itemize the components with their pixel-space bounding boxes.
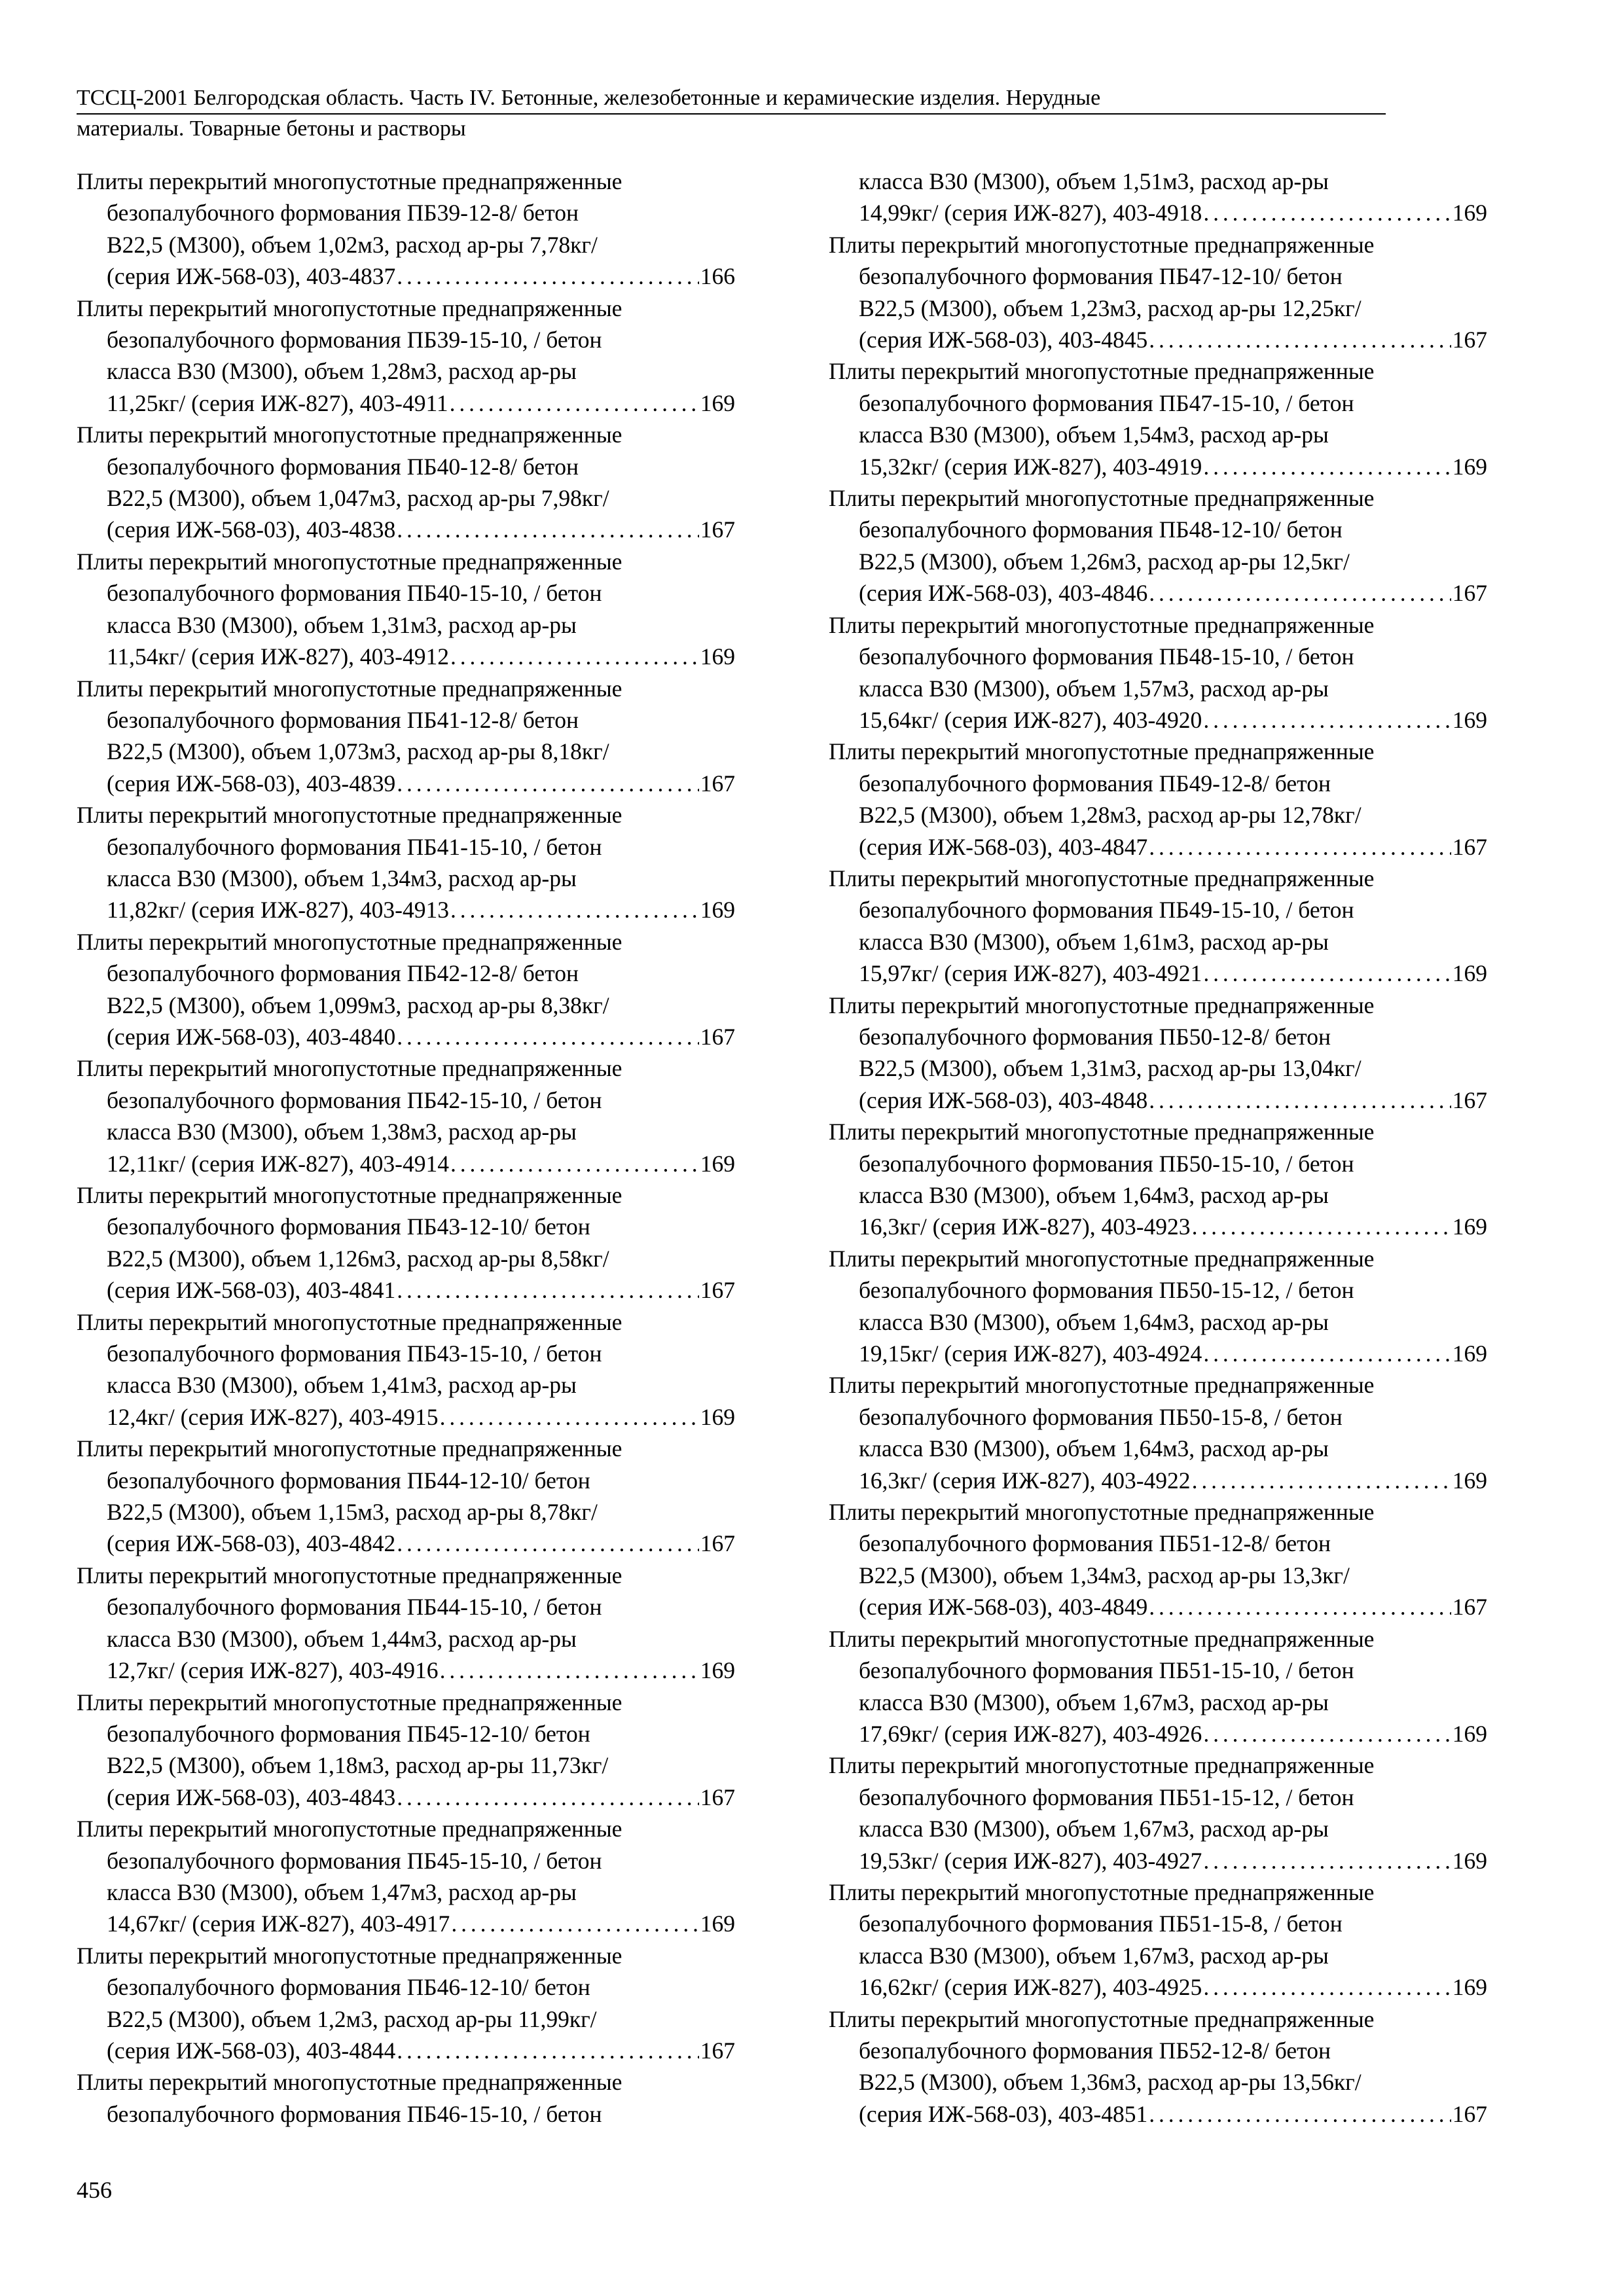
entry-line: В22,5 (М300), объем 1,23м3, расход ар-ры 12,25кг/	[859, 295, 1362, 321]
index-entry	[77, 2066, 735, 2130]
entry-last-line	[829, 2098, 1487, 2130]
entry-line: класса В30 (М300), объем 1,67м3, расход ар-ры	[859, 1689, 1329, 1715]
index-entry	[77, 1052, 735, 1179]
entry-line-text: 14,67кг/ (серия ИЖ-827), 403-4917	[107, 1910, 450, 1937]
entry-last-line	[829, 577, 1487, 609]
entry-last-line	[829, 958, 1487, 989]
page-header	[77, 84, 1386, 143]
entry-line: Плиты перекрытий многопустотные преднапряженные	[829, 485, 1375, 512]
dot-leader	[1203, 1971, 1451, 2003]
entry-line: Плиты перекрытий многопустотные преднапряженные	[77, 1562, 623, 1588]
dot-leader	[397, 1528, 699, 1559]
index-entry	[77, 926, 735, 1053]
index-entry	[829, 1876, 1487, 2003]
entry-line: Плиты перекрытий многопустотные преднапряженные	[77, 928, 623, 955]
entry-line: В22,5 (М300), объем 1,2м3, расход ар-ры 11,99кг/	[107, 2005, 597, 2032]
index-column-right	[829, 166, 1487, 2130]
entry-page-number: 169	[1452, 1847, 1487, 1874]
entry-last-line	[77, 387, 735, 419]
entry-line-text: 15,64кг/ (серия ИЖ-827), 403-4920	[859, 706, 1202, 733]
dot-leader	[440, 1401, 699, 1433]
entry-line: В22,5 (М300), объем 1,02м3, расход ар-ры 7,78кг/	[107, 231, 598, 258]
entry-page-number: 167	[700, 770, 735, 797]
entry-line: безопалубочного формования ПБ52-12-8/ бетон	[859, 2037, 1331, 2064]
index-entry	[829, 229, 1487, 356]
entry-line: Плиты перекрытий многопустотные преднапряженные	[77, 548, 623, 575]
dot-leader	[450, 641, 699, 672]
dot-leader	[440, 1655, 699, 1686]
index-entry	[829, 1369, 1487, 1496]
entry-line: класса В30 (М300), объем 1,28м3, расход ар-ры	[107, 358, 577, 385]
entry-page-number: 167	[1452, 580, 1487, 607]
entry-line: Плиты перекрытий многопустотные преднапряженные	[829, 1119, 1375, 1145]
entry-line: В22,5 (М300), объем 1,31м3, расход ар-ры 13,04кг/	[859, 1055, 1362, 1082]
index-entry	[829, 736, 1487, 863]
entry-last-line	[829, 704, 1487, 736]
entry-line: Плиты перекрытий многопустотные преднапряженные	[77, 675, 623, 702]
entry-page-number: 167	[700, 1530, 735, 1557]
page-number: 456	[77, 2177, 112, 2203]
entry-line-text: 19,15кг/ (серия ИЖ-827), 403-4924	[859, 1340, 1202, 1367]
entry-line: класса В30 (М300), объем 1,51м3, расход ар-ры	[859, 168, 1329, 194]
entry-line: класса В30 (М300), объем 1,64м3, расход ар-ры	[859, 1435, 1329, 1462]
entry-line: Плиты перекрытий многопустотные преднапряженные	[829, 231, 1375, 258]
entry-line: безопалубочного формования ПБ43-15-10, / бетон	[107, 1340, 602, 1367]
dot-leader	[397, 1021, 699, 1052]
entry-page-number: 169	[1452, 1974, 1487, 2001]
entry-line: класса В30 (М300), объем 1,64м3, расход ар-ры	[859, 1182, 1329, 1208]
entry-last-line	[829, 1085, 1487, 1116]
dot-leader	[1149, 577, 1451, 609]
entry-last-line	[77, 1528, 735, 1559]
index-entry	[829, 1243, 1487, 1370]
index-entry	[829, 482, 1487, 609]
entry-line: Плиты перекрытий многопустотные преднапряженные	[77, 802, 623, 829]
dot-leader	[397, 2035, 699, 2066]
header-title-line1: ТССЦ-2001 Белгородская область. Часть IV. Бетонные, железобетонные и керамические изделия. Нерудные	[77, 84, 1386, 115]
dot-leader	[1149, 2098, 1451, 2130]
dot-leader	[450, 1148, 699, 1179]
entry-line-text: (серия ИЖ-568-03), 403-4837	[107, 263, 396, 290]
entry-line: безопалубочного формования ПБ44-15-10, / бетон	[107, 1594, 602, 1621]
entry-last-line	[77, 260, 735, 292]
entry-line: безопалубочного формования ПБ51-12-8/ бетон	[859, 1530, 1331, 1557]
entry-line: безопалубочного формования ПБ43-12-10/ бетон	[107, 1213, 590, 1240]
entry-line: безопалубочного формования ПБ45-12-10/ бетон	[107, 1720, 590, 1747]
entry-line: безопалубочного формования ПБ45-15-10, / бетон	[107, 1847, 602, 1874]
entry-last-line	[829, 1211, 1487, 1242]
entry-line: класса В30 (М300), объем 1,61м3, расход ар-ры	[859, 928, 1329, 955]
dot-leader	[450, 894, 699, 925]
entry-line-text: (серия ИЖ-568-03), 403-4846	[859, 580, 1148, 607]
entry-line: безопалубочного формования ПБ42-12-8/ бетон	[107, 960, 579, 987]
entry-page-number: 167	[700, 516, 735, 543]
index-entry	[77, 1687, 735, 1814]
entry-line: Плиты перекрытий многопустотные преднапряженные	[77, 295, 623, 321]
entry-line-text: (серия ИЖ-568-03), 403-4842	[107, 1530, 396, 1557]
entry-line: безопалубочного формования ПБ48-15-10, / бетон	[859, 643, 1354, 670]
entry-line-text: (серия ИЖ-568-03), 403-4843	[107, 1784, 396, 1810]
entry-last-line	[829, 1718, 1487, 1749]
entry-line: Плиты перекрытий многопустотные преднапряженные	[77, 1182, 623, 1208]
index-entry	[829, 355, 1487, 482]
entry-line: класса В30 (М300), объем 1,38м3, расход ар-ры	[107, 1119, 577, 1145]
entry-line: безопалубочного формования ПБ47-15-10, / бетон	[859, 389, 1354, 416]
entry-page-number: 169	[1452, 1340, 1487, 1367]
entry-line: Плиты перекрытий многопустотные преднапряженные	[77, 1816, 623, 1842]
entry-line: Плиты перекрытий многопустотные преднапряженные	[829, 1499, 1375, 1526]
index-entry	[829, 166, 1487, 229]
entry-line: безопалубочного формования ПБ50-12-8/ бетон	[859, 1023, 1331, 1050]
entry-last-line	[77, 768, 735, 799]
dot-leader	[1203, 704, 1451, 736]
entry-page-number: 169	[700, 389, 735, 416]
entry-last-line	[77, 1655, 735, 1686]
entry-last-line	[77, 1148, 735, 1179]
entry-page-number: 167	[1452, 2100, 1487, 2127]
index-entry	[829, 609, 1487, 736]
entry-line: класса В30 (М300), объем 1,54м3, расход ар-ры	[859, 422, 1329, 448]
entry-page-number: 169	[700, 1150, 735, 1177]
entry-line: безопалубочного формования ПБ48-12-10/ бетон	[859, 516, 1343, 543]
index-entry	[829, 1116, 1487, 1243]
entry-line: Плиты перекрытий многопустотные преднапряженные	[829, 1245, 1375, 1272]
index-entry	[829, 863, 1487, 990]
entry-line: класса В30 (М300), объем 1,31м3, расход ар-ры	[107, 611, 577, 638]
entry-line: Плиты перекрытий многопустотные преднапряженные	[829, 1878, 1375, 1905]
entry-last-line	[829, 451, 1487, 482]
entry-line: безопалубочного формования ПБ42-15-10, / бетон	[107, 1086, 602, 1113]
index-entry	[77, 1813, 735, 1940]
entry-last-line	[77, 514, 735, 545]
index-entry	[77, 1560, 735, 1687]
index-entry	[77, 673, 735, 800]
entry-page-number: 167	[1452, 833, 1487, 860]
entry-line: безопалубочного формования ПБ51-15-12, / бетон	[859, 1784, 1354, 1810]
entry-line: безопалубочного формования ПБ41-12-8/ бетон	[107, 706, 579, 733]
dot-leader	[397, 768, 699, 799]
dot-leader	[450, 387, 699, 419]
entry-page-number: 169	[700, 643, 735, 670]
entry-line: Плиты перекрытий многопустотные преднапряженные	[829, 358, 1375, 385]
entry-line: безопалубочного формования ПБ51-15-8, / бетон	[859, 1910, 1343, 1937]
entry-line: класса В30 (М300), объем 1,44м3, расход ар-ры	[107, 1625, 577, 1652]
entry-line: В22,5 (М300), объем 1,047м3, расход ар-ры 7,98кг/	[107, 485, 609, 512]
entry-line: безопалубочного формования ПБ49-15-10, / бетон	[859, 897, 1354, 924]
entry-line: класса В30 (М300), объем 1,47м3, расход ар-ры	[107, 1878, 577, 1905]
entry-last-line	[829, 1591, 1487, 1623]
entry-last-line	[829, 1338, 1487, 1369]
entry-line: класса В30 (М300), объем 1,34м3, расход ар-ры	[107, 865, 577, 891]
entry-line: безопалубочного формования ПБ50-15-12, / бетон	[859, 1277, 1354, 1304]
dot-leader	[1149, 831, 1451, 863]
entry-line: Плиты перекрытий многопустотные преднапряженные	[829, 738, 1375, 765]
entry-line: Плиты перекрытий многопустотные преднапряженные	[77, 168, 623, 194]
entry-page-number: 169	[1452, 200, 1487, 226]
entry-page-number: 167	[700, 1277, 735, 1304]
entry-line: Плиты перекрытий многопустотные преднапряженные	[829, 1625, 1375, 1652]
entry-line: безопалубочного формования ПБ49-12-8/ бетон	[859, 770, 1331, 797]
entry-line-text: (серия ИЖ-568-03), 403-4840	[107, 1023, 396, 1050]
entry-line-text: (серия ИЖ-568-03), 403-4845	[859, 327, 1148, 353]
index-column-left	[77, 166, 735, 2130]
entry-line-text: 12,7кг/ (серия ИЖ-827), 403-4916	[107, 1657, 439, 1684]
entry-line-text: 14,99кг/ (серия ИЖ-827), 403-4918	[859, 200, 1202, 226]
entry-line-text: 16,62кг/ (серия ИЖ-827), 403-4925	[859, 1974, 1202, 2001]
index-entry	[77, 546, 735, 673]
entry-line: В22,5 (М300), объем 1,099м3, расход ар-ры 8,38кг/	[107, 992, 609, 1018]
dot-leader	[397, 1274, 699, 1306]
entry-line-text: (серия ИЖ-568-03), 403-4839	[107, 770, 396, 797]
dot-leader	[1192, 1211, 1451, 1242]
entry-last-line	[829, 324, 1487, 355]
entry-line: В22,5 (М300), объем 1,28м3, расход ар-ры 12,78кг/	[859, 802, 1362, 829]
entry-line-text: 12,4кг/ (серия ИЖ-827), 403-4915	[107, 1403, 439, 1430]
entry-line: Плиты перекрытий многопустотные преднапряженные	[829, 611, 1375, 638]
entry-last-line	[829, 1971, 1487, 2003]
entry-line: безопалубочного формования ПБ47-12-10/ бетон	[859, 263, 1343, 290]
entry-last-line	[829, 1845, 1487, 1876]
dot-leader	[1203, 451, 1451, 482]
entry-line-text: 11,25кг/ (серия ИЖ-827), 403-4911	[107, 389, 448, 416]
index-entry	[77, 1433, 735, 1560]
dot-leader	[397, 260, 699, 292]
entry-line: безопалубочного формования ПБ40-15-10, / бетон	[107, 580, 602, 607]
entry-page-number: 169	[1452, 1467, 1487, 1494]
entry-line: В22,5 (М300), объем 1,36м3, расход ар-ры 13,56кг/	[859, 2069, 1362, 2096]
index-entry	[77, 1940, 735, 2067]
entry-last-line	[829, 197, 1487, 228]
entry-line: Плиты перекрытий многопустотные преднапряженные	[77, 1435, 623, 1462]
entry-last-line	[77, 1021, 735, 1052]
entry-line: Плиты перекрытий многопустотные преднапряженные	[829, 992, 1375, 1018]
entry-line: Плиты перекрытий многопустотные преднапряженные	[829, 865, 1375, 891]
entry-line-text: 11,82кг/ (серия ИЖ-827), 403-4913	[107, 897, 449, 924]
entry-page-number: 167	[1452, 1086, 1487, 1113]
entry-line-text: (серия ИЖ-568-03), 403-4844	[107, 2037, 396, 2064]
entry-line: безопалубочного формования ПБ50-15-8, / бетон	[859, 1403, 1343, 1430]
dot-leader	[1149, 324, 1451, 355]
dot-leader	[1192, 1465, 1451, 1496]
entry-line: безопалубочного формования ПБ51-15-10, / бетон	[859, 1657, 1354, 1684]
dot-leader	[397, 1782, 699, 1813]
entry-line: безопалубочного формования ПБ39-15-10, / бетон	[107, 327, 602, 353]
entry-line: класса В30 (М300), объем 1,57м3, расход ар-ры	[859, 675, 1329, 702]
entry-page-number: 166	[700, 263, 735, 290]
entry-page-number: 167	[700, 1023, 735, 1050]
index-entry	[829, 990, 1487, 1117]
entry-line: Плиты перекрытий многопустотные преднапряженные	[77, 422, 623, 448]
dot-leader	[1149, 1085, 1451, 1116]
dot-leader	[451, 1908, 698, 1939]
entry-last-line	[77, 2035, 735, 2066]
dot-leader	[1203, 1845, 1451, 1876]
dot-leader	[397, 514, 699, 545]
entry-line-text: 16,3кг/ (серия ИЖ-827), 403-4922	[859, 1467, 1191, 1494]
index-entry	[77, 1179, 735, 1306]
entry-line: В22,5 (М300), объем 1,26м3, расход ар-ры 12,5кг/	[859, 548, 1350, 575]
entry-line: безопалубочного формования ПБ41-15-10, / бетон	[107, 833, 602, 860]
entry-line: класса В30 (М300), объем 1,41м3, расход ар-ры	[107, 1372, 577, 1399]
entry-line-text: (серия ИЖ-568-03), 403-4847	[859, 833, 1148, 860]
index-entry	[77, 799, 735, 926]
entry-page-number: 169	[700, 897, 735, 924]
entry-line: безопалубочного формования ПБ39-12-8/ бетон	[107, 200, 579, 226]
entry-line-text: (серия ИЖ-568-03), 403-4841	[107, 1277, 396, 1304]
entry-last-line	[77, 1274, 735, 1306]
entry-line-text: (серия ИЖ-568-03), 403-4849	[859, 1594, 1148, 1621]
entry-last-line	[77, 1908, 735, 1939]
entry-line: Плиты перекрытий многопустотные преднапряженные	[77, 1942, 623, 1969]
entry-line: Плиты перекрытий многопустотные преднапряженные	[829, 2005, 1375, 2032]
entry-line: безопалубочного формования ПБ46-12-10/ бетон	[107, 1974, 590, 2001]
entry-line-text: (серия ИЖ-568-03), 403-4848	[859, 1086, 1148, 1113]
entry-page-number: 169	[700, 1403, 735, 1430]
entry-line: безопалубочного формования ПБ46-15-10, / бетон	[107, 2100, 602, 2127]
entry-line-text: (серия ИЖ-568-03), 403-4851	[859, 2100, 1148, 2127]
entry-page-number: 169	[1452, 453, 1487, 480]
dot-leader	[1203, 1338, 1451, 1369]
entry-page-number: 169	[1452, 960, 1487, 987]
index-entry	[77, 166, 735, 293]
entry-page-number: 167	[1452, 1594, 1487, 1621]
dot-leader	[1149, 1591, 1451, 1623]
entry-page-number: 169	[1452, 706, 1487, 733]
dot-leader	[1203, 1718, 1451, 1749]
index-entry	[77, 1306, 735, 1433]
entry-line: В22,5 (М300), объем 1,15м3, расход ар-ры 8,78кг/	[107, 1499, 598, 1526]
entry-line: безопалубочного формования ПБ44-12-10/ бетон	[107, 1467, 590, 1494]
entry-last-line	[77, 641, 735, 672]
entry-line: В22,5 (М300), объем 1,18м3, расход ар-ры 11,73кг/	[107, 1752, 609, 1779]
entry-page-number: 169	[700, 1910, 735, 1937]
entry-line-text: 11,54кг/ (серия ИЖ-827), 403-4912	[107, 643, 449, 670]
entry-line-text: 15,97кг/ (серия ИЖ-827), 403-4921	[859, 960, 1202, 987]
entry-page-number: 169	[700, 1657, 735, 1684]
entry-last-line	[77, 1782, 735, 1813]
entry-line-text: 17,69кг/ (серия ИЖ-827), 403-4926	[859, 1720, 1202, 1747]
entry-line-text: 16,3кг/ (серия ИЖ-827), 403-4923	[859, 1213, 1191, 1240]
dot-leader	[1203, 958, 1451, 989]
entry-page-number: 167	[700, 1784, 735, 1810]
entry-line: класса В30 (М300), объем 1,67м3, расход ар-ры	[859, 1942, 1329, 1969]
entry-line-text: (серия ИЖ-568-03), 403-4838	[107, 516, 396, 543]
entry-line: класса В30 (М300), объем 1,64м3, расход ар-ры	[859, 1308, 1329, 1335]
entry-line: Плиты перекрытий многопустотные преднапряженные	[829, 1752, 1375, 1779]
entry-line: Плиты перекрытий многопустотные преднапряженные	[829, 1372, 1375, 1399]
entry-line: Плиты перекрытий многопустотные преднапряженные	[77, 1055, 623, 1082]
entry-line-text: 19,53кг/ (серия ИЖ-827), 403-4927	[859, 1847, 1202, 1874]
index-entry	[77, 419, 735, 546]
entry-last-line	[829, 1465, 1487, 1496]
entry-page-number: 167	[1452, 327, 1487, 353]
entry-line: безопалубочного формования ПБ50-15-10, / бетон	[859, 1150, 1354, 1177]
header-title-line2: материалы. Товарные бетоны и растворы	[77, 117, 466, 141]
entry-line-text: 12,11кг/ (серия ИЖ-827), 403-4914	[107, 1150, 449, 1177]
entry-last-line	[829, 831, 1487, 863]
entry-line: безопалубочного формования ПБ40-12-8/ бетон	[107, 453, 579, 480]
entry-line: В22,5 (М300), объем 1,073м3, расход ар-ры 8,18кг/	[107, 738, 609, 765]
index-entry	[829, 2003, 1487, 2130]
index-entry	[829, 1623, 1487, 1750]
entry-line: Плиты перекрытий многопустотные преднапряженные	[77, 1308, 623, 1335]
entry-last-line	[77, 894, 735, 925]
index-entry	[829, 1749, 1487, 1876]
entry-line: В22,5 (М300), объем 1,34м3, расход ар-ры 13,3кг/	[859, 1562, 1350, 1588]
entry-page-number: 167	[700, 2037, 735, 2064]
entry-line-text: 15,32кг/ (серия ИЖ-827), 403-4919	[859, 453, 1202, 480]
index-entry	[829, 1496, 1487, 1623]
entry-page-number: 169	[1452, 1213, 1487, 1240]
entry-line: В22,5 (М300), объем 1,126м3, расход ар-ры 8,58кг/	[107, 1245, 609, 1272]
index-entry	[77, 293, 735, 420]
entry-last-line	[77, 1401, 735, 1433]
entry-page-number: 169	[1452, 1720, 1487, 1747]
entry-line: класса В30 (М300), объем 1,67м3, расход ар-ры	[859, 1816, 1329, 1842]
entry-line: Плиты перекрытий многопустотные преднапряженные	[77, 2069, 623, 2096]
dot-leader	[1203, 197, 1451, 228]
entry-line: Плиты перекрытий многопустотные преднапряженные	[77, 1689, 623, 1715]
